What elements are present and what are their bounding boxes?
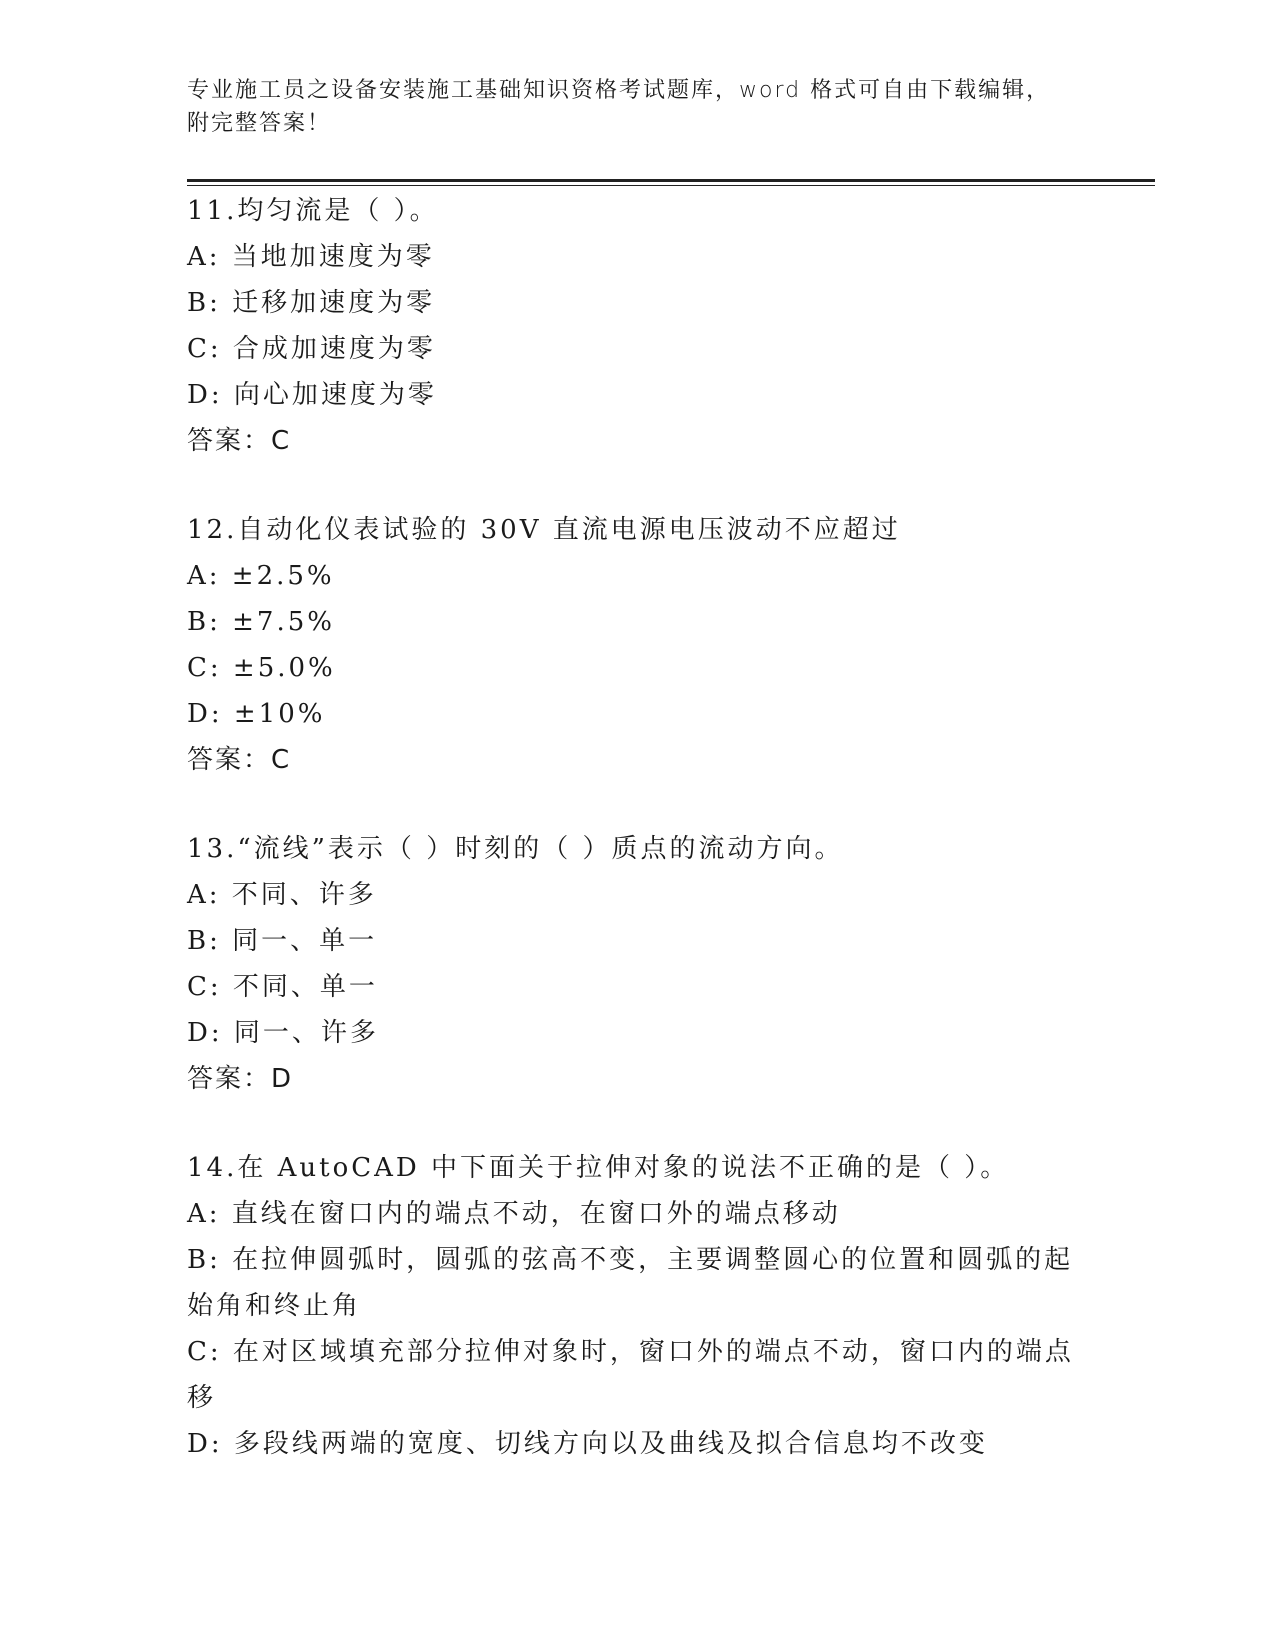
option-a: A: 不同、许多 bbox=[187, 880, 377, 910]
option-b: B: 在拉伸圆弧时，圆弧的弦高不变，主要调整圆心的位置和圆弧的起始角和终止角 bbox=[187, 1245, 1074, 1321]
option-d: D: 多段线两端的宽度、切线方向以及曲线及拟合信息均不改变 bbox=[187, 1429, 988, 1459]
option-d: D: ±10% bbox=[187, 699, 326, 729]
option-d: D: 同一、许多 bbox=[187, 1018, 379, 1048]
document-header bbox=[187, 74, 1087, 140]
option-b: B: 同一、单一 bbox=[187, 926, 378, 956]
answer-label: 答案：C bbox=[187, 745, 292, 775]
answer-label: 答案：D bbox=[187, 1064, 294, 1094]
question-14 bbox=[187, 1145, 1087, 1467]
option-d: D: 向心加速度为零 bbox=[187, 380, 437, 410]
answer-label: 答案：C bbox=[187, 426, 292, 456]
option-b: B: 迁移加速度为零 bbox=[187, 288, 436, 318]
option-c: C: 合成加速度为零 bbox=[187, 334, 436, 364]
question-11 bbox=[187, 188, 1087, 464]
question-12 bbox=[187, 507, 1087, 783]
option-a: A: 直线在窗口内的端点不动，在窗口外的端点移动 bbox=[187, 1199, 841, 1229]
header-divider-thin bbox=[187, 185, 1155, 186]
header-line-2: 附完整答案！ bbox=[187, 111, 332, 136]
question-stem: 13.“流线”表示（ ）时刻的（ ）质点的流动方向。 bbox=[187, 834, 844, 864]
option-c: C: 不同、单一 bbox=[187, 972, 378, 1002]
question-list bbox=[187, 188, 1087, 1510]
header-divider-thick bbox=[187, 179, 1155, 182]
option-c: C: ±5.0% bbox=[187, 653, 336, 683]
option-c: C: 在对区域填充部分拉伸对象时，窗口外的端点不动，窗口内的端点移 bbox=[187, 1337, 1074, 1413]
option-b: B: ±7.5% bbox=[187, 607, 335, 637]
option-a: A: ±2.5% bbox=[187, 561, 335, 591]
header-line-1: 专业施工员之设备安装施工基础知识资格考试题库，word 格式可自由下载编辑， bbox=[187, 78, 1051, 103]
question-13 bbox=[187, 826, 1087, 1102]
question-stem: 11.均匀流是（ ）。 bbox=[187, 196, 439, 226]
option-a: A: 当地加速度为零 bbox=[187, 242, 435, 272]
question-stem: 12.自动化仪表试验的 30V 直流电源电压波动不应超过 bbox=[187, 515, 901, 545]
question-stem: 14.在 AutoCAD 中下面关于拉伸对象的说法不正确的是（ ）。 bbox=[187, 1153, 1010, 1183]
